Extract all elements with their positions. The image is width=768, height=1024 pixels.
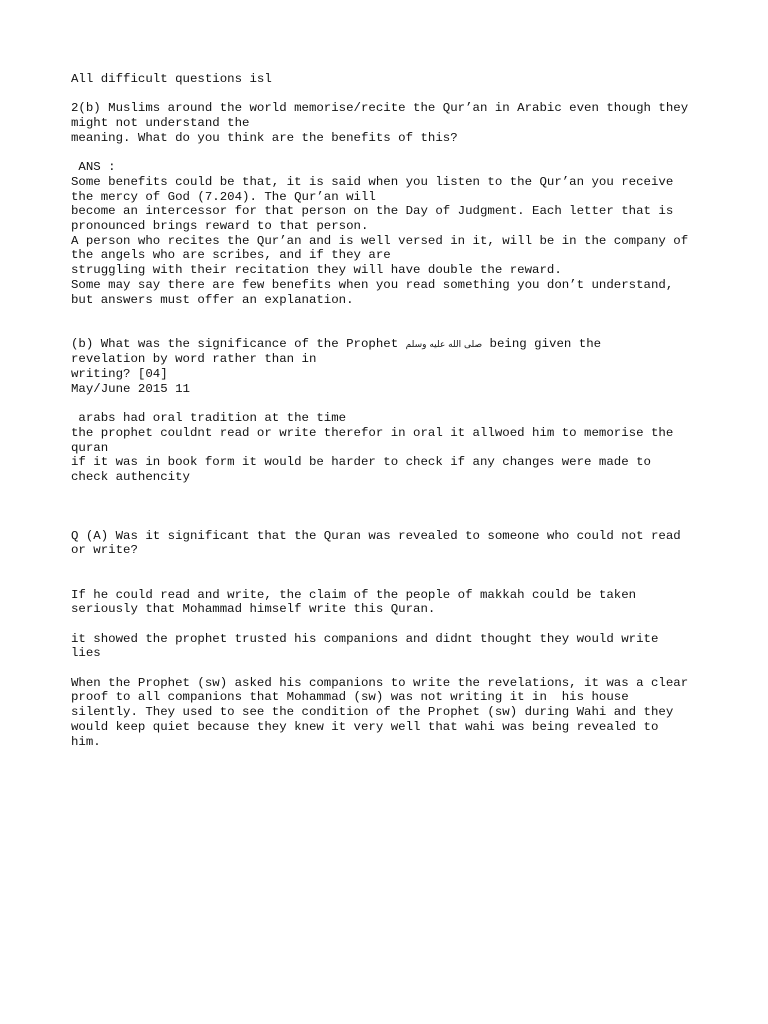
question-3 (71, 529, 711, 558)
document-title: All difficult questions isl (71, 72, 272, 86)
answer-line: it showed the prophet trusted his companions and didnt thought they would write (71, 631, 659, 646)
answer-line: seriously that Mohammad himself write this Quran. (71, 602, 436, 617)
spacer (71, 396, 711, 411)
answer-3-paragraph-1 (71, 588, 711, 617)
answer-line: the mercy of God (7.204). The Qur’an will (71, 189, 376, 204)
answer-line: the prophet couldnt read or write therefor in oral it allwoed him to memorise the (71, 425, 674, 440)
answer-1 (71, 160, 711, 307)
question-line: revelation by word rather than in (71, 352, 317, 367)
question-1 (71, 101, 711, 145)
document-page (71, 72, 711, 749)
question-line-with-arabic (71, 337, 711, 353)
answer-line: if it was in book form it would be harder to check if any changes were made to (71, 455, 651, 470)
answer-label: ANS : (71, 160, 116, 175)
spacer (71, 485, 711, 514)
arabic-honorific: صلى الله عليه وسلم (405, 339, 483, 350)
answer-line: arabs had oral tradition at the time (71, 411, 347, 426)
question-line: might not understand the (71, 116, 250, 131)
answer-line: quran (71, 440, 109, 455)
spacer (71, 514, 711, 529)
answer-line: struggling with their recitation they will have double the reward. (71, 263, 562, 278)
answer-line: If he could read and write, the claim of the people of makkah could be taken (71, 587, 637, 602)
answer-line: pronounced brings reward to that person. (71, 219, 369, 233)
answer-2 (71, 411, 711, 485)
question-text-before: (b) What was the significance of the Prophet (71, 336, 406, 351)
question-text-after: being given the (482, 336, 602, 351)
answer-line: become an intercessor for that person on the Day of Judgment. Each letter that is (71, 204, 674, 219)
answer-line: check authencity (71, 469, 190, 484)
question-line: 2(b) Muslims around the world memorise/recite the Qur’an in Arabic even though they (71, 101, 689, 116)
answer-line: him. (71, 734, 101, 749)
answer-line: the angels who are scribes, and if they are (71, 248, 391, 263)
answer-line: lies (71, 646, 101, 661)
answer-line: A person who recites the Qur’an and is well versed in it, will be in the company of (71, 233, 689, 248)
answer-line: Some benefits could be that, it is said when you listen to the Qur’an you receive (71, 174, 674, 189)
answer-line: silently. They used to see the condition of the Prophet (sw) during Wahi and they (71, 705, 674, 720)
question-line: meaning. What do you think are the benefits of this? (71, 130, 458, 145)
question-line: Q (A) Was it significant that the Quran was revealed to someone who could not read (71, 528, 681, 543)
spacer (71, 87, 711, 102)
answer-line: When the Prophet (sw) asked his companions to write the revelations, it was a clear (71, 675, 689, 690)
spacer (71, 307, 711, 336)
exam-session: May/June 2015 11 (71, 381, 190, 396)
answer-3-paragraph-3 (71, 676, 711, 750)
spacer (71, 661, 711, 676)
answer-line: would keep quiet because they knew it very well that wahi was being revealed to (71, 719, 659, 734)
question-line: writing? [04] (71, 367, 168, 382)
spacer (71, 146, 711, 161)
answer-line: Some may say there are few benefits when you read something you don’t understand, (71, 277, 674, 292)
answer-line: but answers must offer an explanation. (71, 292, 354, 307)
spacer (71, 558, 711, 587)
answer-3-paragraph-2 (71, 632, 711, 661)
question-line: or write? (71, 543, 138, 558)
spacer (71, 617, 711, 632)
answer-line: proof to all companions that Mohammad (sw) was not writing it in his house (71, 690, 629, 705)
question-2 (71, 337, 711, 397)
